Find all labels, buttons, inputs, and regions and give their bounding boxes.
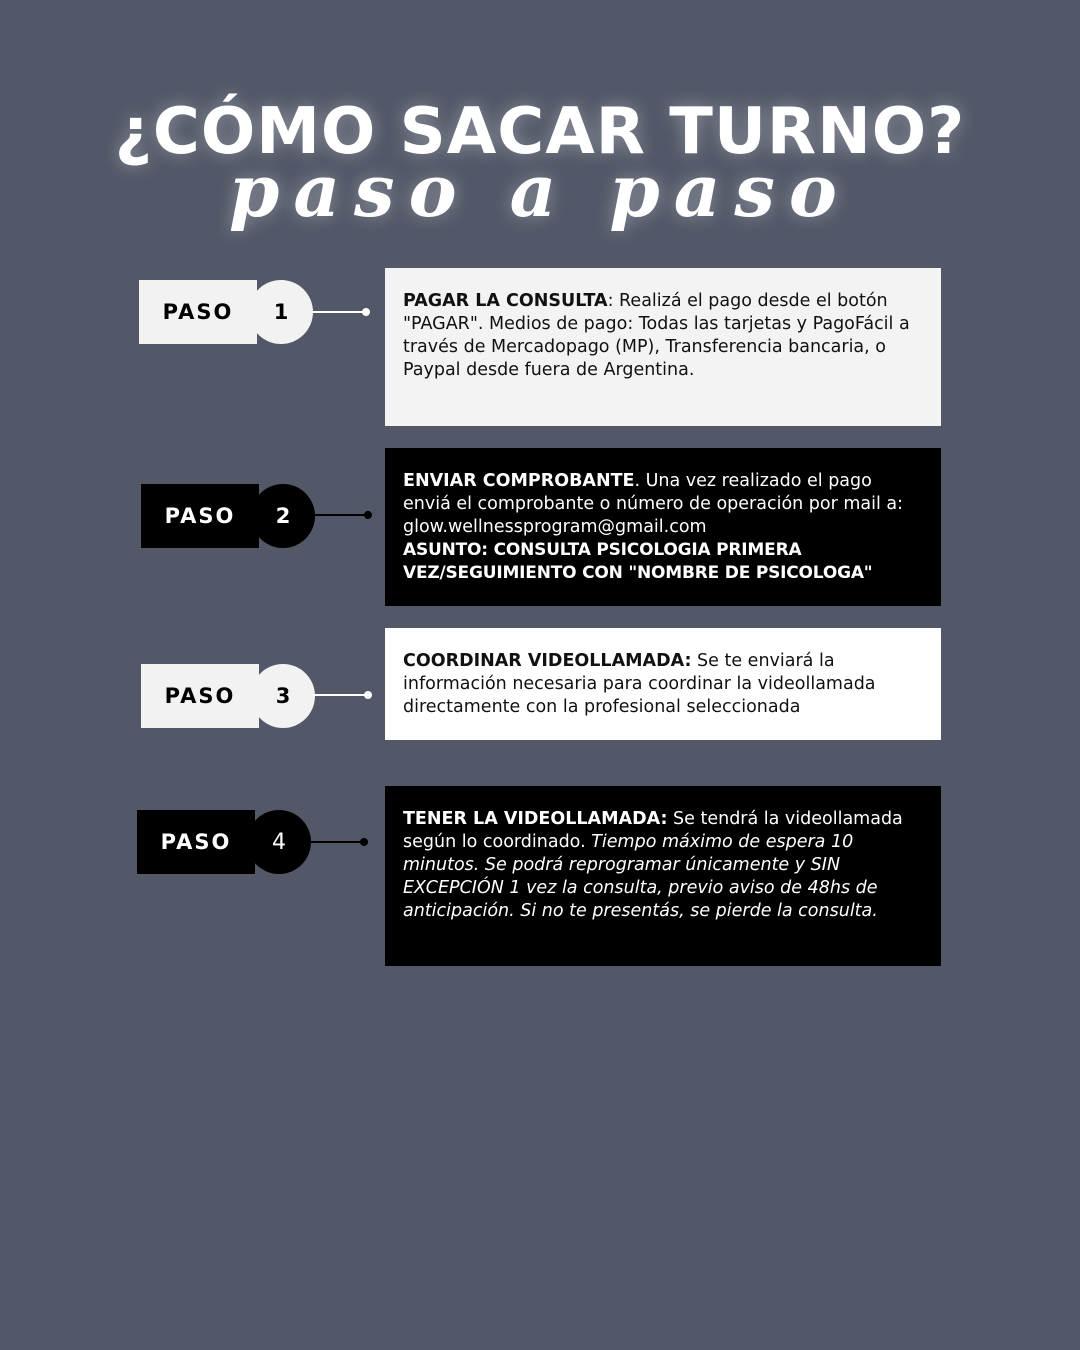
step-2-label-text: PASO — [141, 484, 259, 548]
step-1-card — [385, 268, 941, 426]
step-3-connector — [313, 694, 369, 696]
step-2-number: 2 — [251, 484, 315, 548]
step-3-text: Se te enviará la información necesaria para coordinar la videollamada directamente con la profesional seleccionada — [403, 651, 876, 717]
step-3-number: 3 — [251, 664, 315, 728]
step-1-connector — [311, 311, 367, 313]
step-3-label-text: PASO — [141, 664, 259, 728]
step-3-heading: COORDINAR VIDEOLLAMADA: — [403, 651, 692, 671]
step-1-text: : Realizá el pago desde el botón "PAGAR". Medios de pago: Todas las tarjetas y PagoFácil a través de Mercadopago (MP), Transferencia bancaria, o Paypal desde fuera de Argentina. — [403, 291, 910, 380]
step-2-card — [385, 448, 941, 606]
step-4-card — [385, 786, 941, 966]
step-2-text: . Una vez realizado el pago enviá el comprobante o número de operación por mail a: glow.wellnessprogram@gmail.com — [403, 471, 904, 537]
step-2-label — [141, 484, 315, 548]
step-2-connector — [313, 514, 369, 516]
step-4-number: 4 — [247, 810, 311, 874]
step-4-note: Tiempo máximo de espera 10 minutos. Se podrá reprogramar únicamente y SIN EXCEPCIÓN 1 vez la consulta, previo aviso de 48hs de anticipación. Si no te presentás, se pierde la consulta. — [403, 832, 878, 921]
step-1-heading: PAGAR LA CONSULTA — [403, 291, 608, 311]
page-subtitle: paso a paso — [229, 148, 851, 233]
step-4-heading: TENER LA VIDEOLLAMADA: — [403, 809, 668, 829]
page-title: ¿CÓMO SACAR TURNO? — [114, 95, 966, 169]
step-3-label — [141, 664, 315, 728]
step-4-connector — [309, 841, 365, 843]
step-1-label — [139, 280, 313, 344]
step-3-card — [385, 628, 941, 740]
step-2-heading: ENVIAR COMPROBANTE — [403, 471, 635, 491]
step-1-label-text: PASO — [139, 280, 257, 344]
step-4-label-text: PASO — [137, 810, 255, 874]
step-1-number: 1 — [249, 280, 313, 344]
step-4-label — [137, 810, 311, 874]
step-4-text: Se tendrá la videollamada según lo coordinado. — [403, 809, 903, 852]
step-2-subject: ASUNTO: CONSULTA PSICOLOGIA PRIMERA VEZ/SEGUIMIENTO CON "NOMBRE DE PSICOLOGA" — [403, 540, 873, 583]
